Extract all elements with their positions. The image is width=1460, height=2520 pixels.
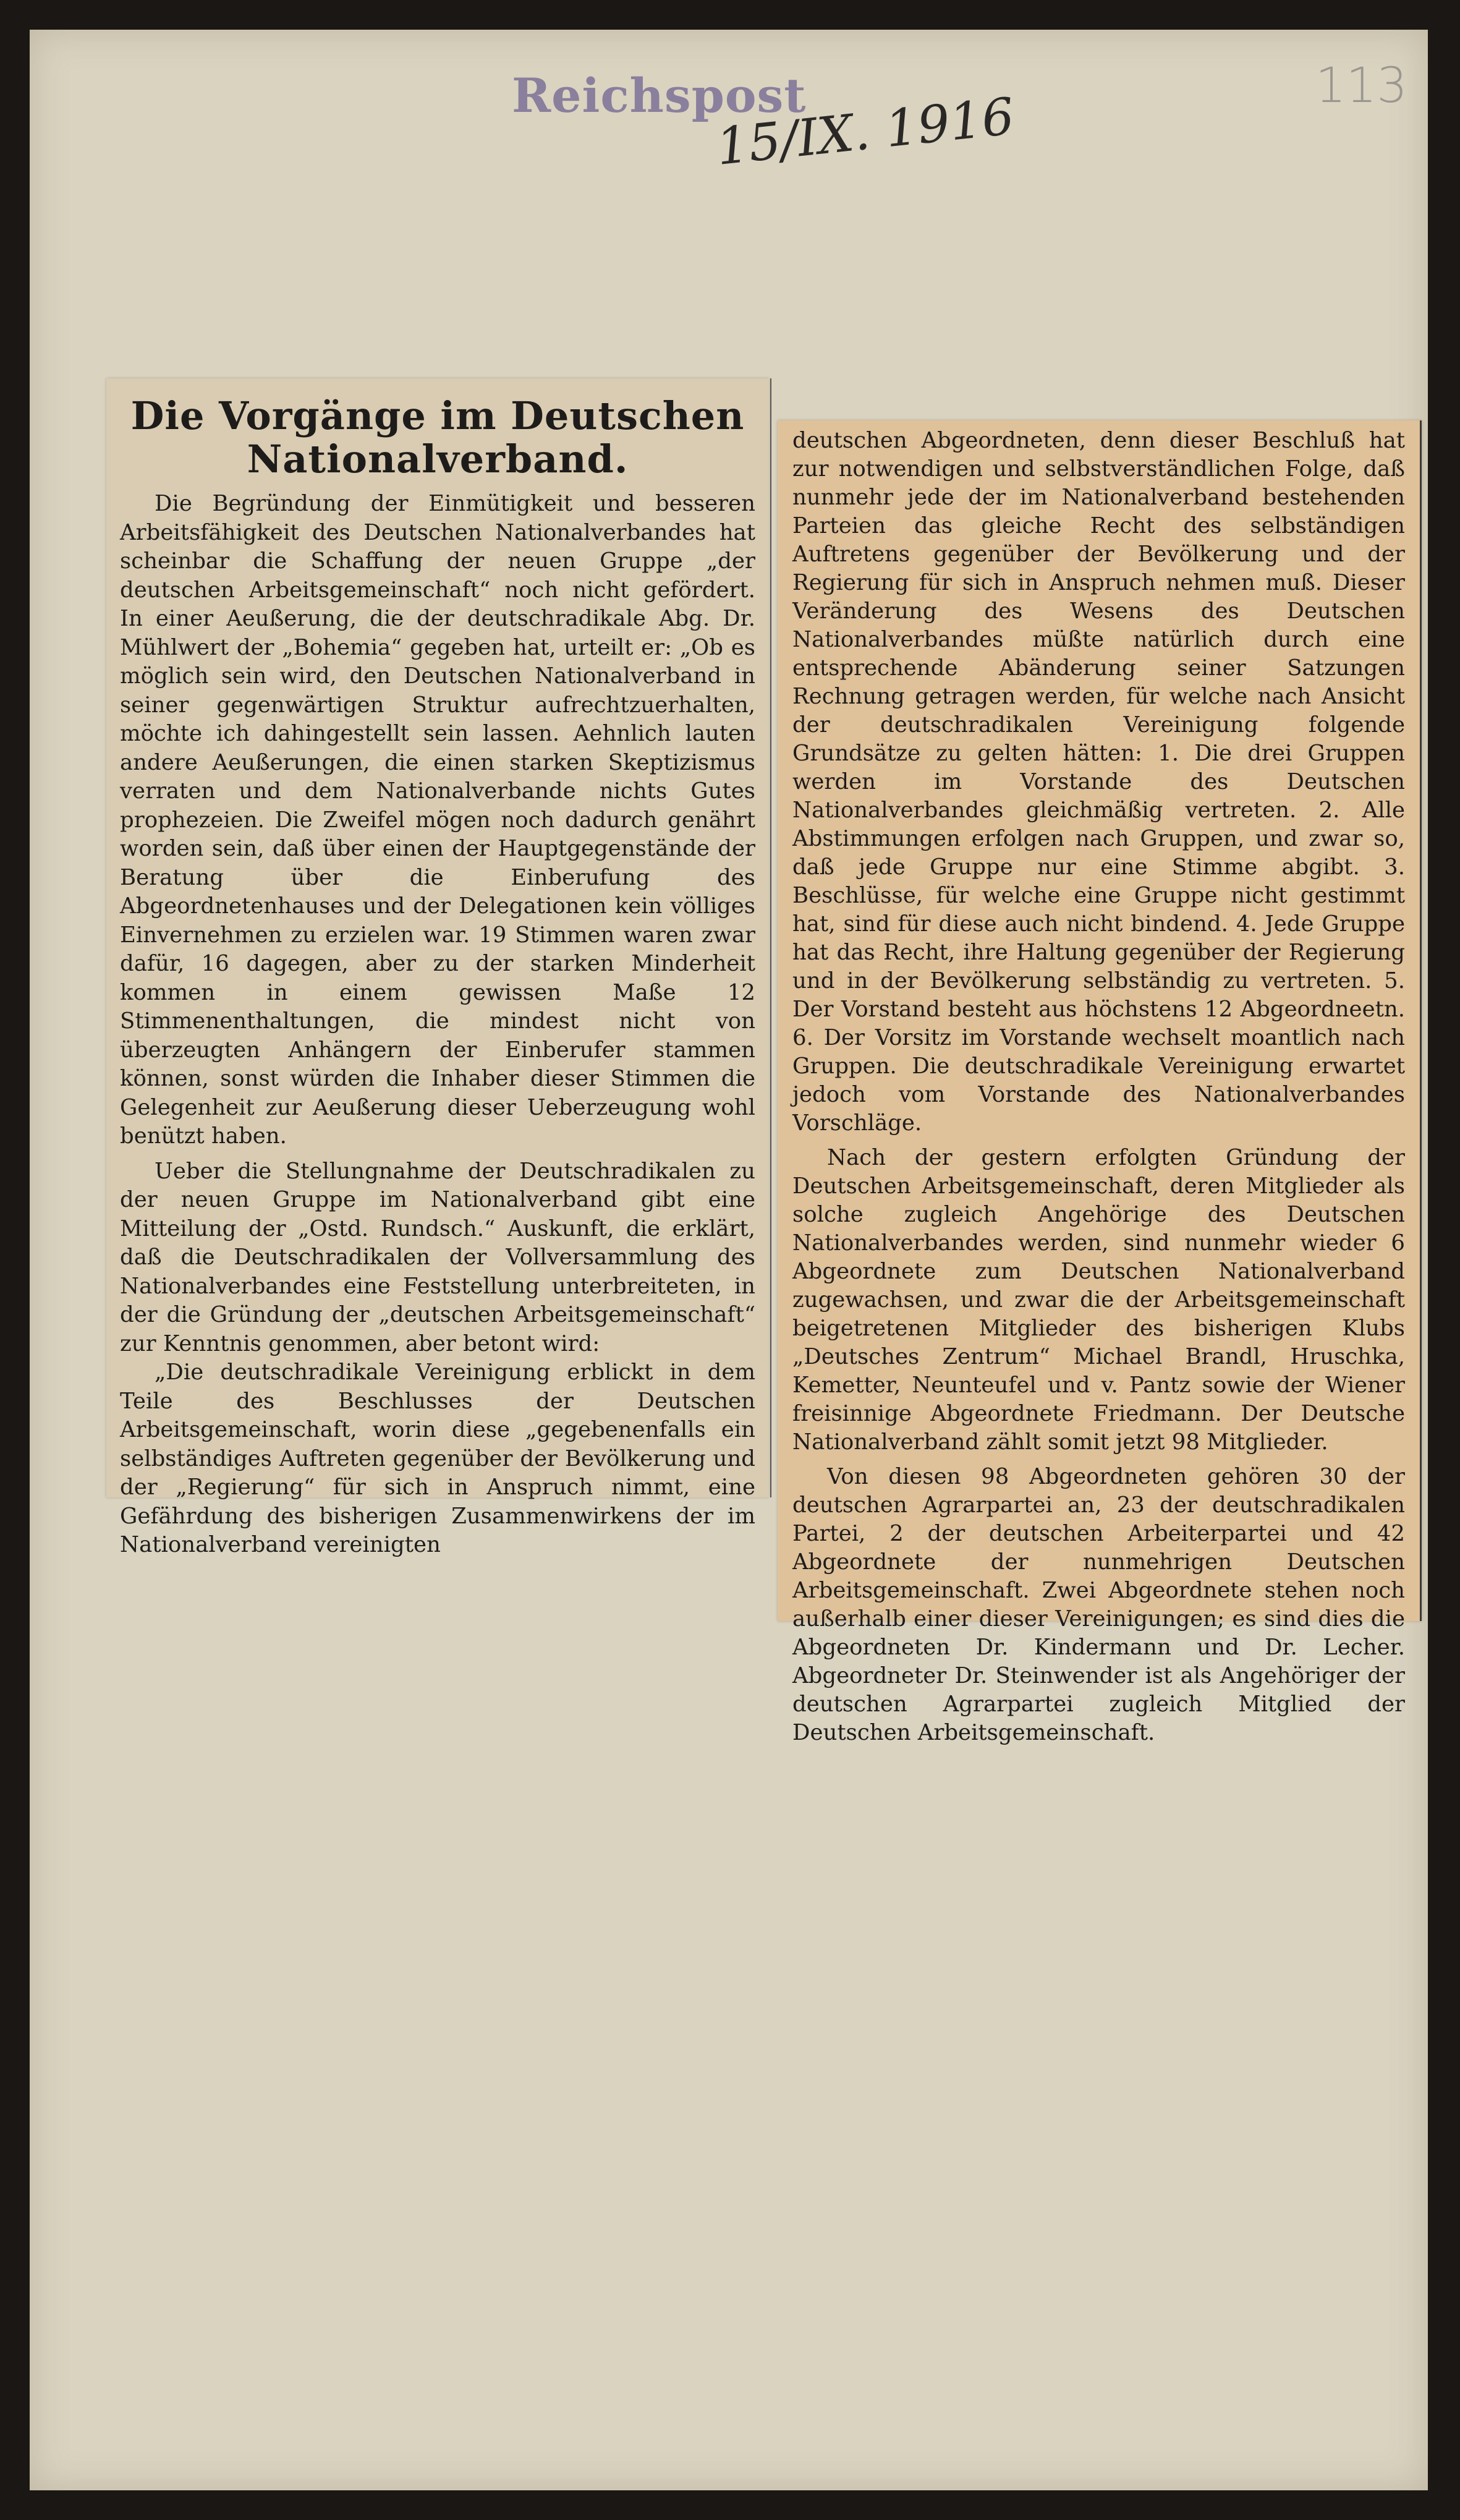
article-paragraph: Von diesen 98 Abgeordneten gehören 30 der deutschen Agrarpartei an, 23 der deutschradikalen Partei, 2 der deutschen Arbeiterpartei und 42 Abgeordnete der nunmehrigen Deutschen Arbeitsgemeinschaft. Zwei Abgeordnete stehen noch außerhalb einer dieser Vereinigungen; es sind dies die Abgeordneten Dr. Kindermann und Dr. Lecher. Abgeordneter Dr. Steinwender ist als Angehöriger der deutschen Agrarpartei zugleich Mitglied der Deutschen Arbeitsgemeinschaft. xyxy=(792,1464,1405,1745)
article-paragraph: Nach der gestern erfolgten Gründung der Deutschen Arbeitsgemeinschaft, deren Mitglieder als solche zugleich Angehörige des Deutschen Nationalverbandes werden, sind nunmehr wieder 6 Abgeordnete zum Deutschen Nationalverband zugewachsen, und zwar die der Arbeitsgemeinschaft beigetretenen Mitglieder des bisherigen Klubs „Deutsches Zentrum“ Michael Brandl, Hruschka, Kemetter, Neunteufel und v. Pantz sowie der Wiener freisinnige Abgeordnete Friedmann. Der Deutsche Nationalverband zählt somit jetzt 98 Mitglieder. xyxy=(792,1145,1405,1455)
article-paragraph: deutschen Abgeordneten, denn dieser Beschluß hat zur notwendigen und selbstverständlichen Folge, daß nunmehr jede der im Nationalverband bestehenden Parteien das gleiche Recht des selbständigen Auftretens gegenüber der Bevölkerung und der Regierung für sich in Anspruch nehmen muß. Dieser Veränderung des Wesens des Deutschen Nationalverbandes müßte natürlich durch eine entsprechende Abänderung seiner Satzungen Rechnung getragen werden, für welche nach Ansicht der deutschradikalen Vereinigung folgende Grundsätze zu gelten hätten: 1. Die drei Gruppen werden im Vorstande des Deutschen Nationalverbandes gleichmäßig vertreten. 2. Alle Abstimmungen erfolgen nach Gruppen, und zwar so, daß jede Gruppe nur eine Stimme abgibt. 3. Beschlüsse, für welche eine Gruppe nicht gestimmt hat, sind für diese auch nicht bindend. 4. Jede Gruppe hat das Recht, ihre Haltung gegenüber der Regierung und in der Bevölkerung selbständig zu vertreten. 5. Der Vorstand besteht aus höchstens 12 Abgeordneetn. 6. Der Vorsitz im Vorstande wechselt moantlich nach Gruppen. Die deutschradikale Vereinigung erwartet jedoch vom Vorstande des Nationalverbandes Vorschläge. xyxy=(792,428,1405,1136)
clipping-left-column xyxy=(106,378,769,1557)
handwritten-date: 15/IX. 1916 xyxy=(713,87,1017,177)
newspaper-stamp: Reichspost xyxy=(512,68,807,123)
article-paragraph: „Die deutschradikale Vereinigung erblickt in dem Teile des Beschlusses der Deutschen Arbeitsgemeinschaft, worin diese „gegebenenfalls ein selbständiges Auftreten gegenüber der Bevölkerung und der „Regierung“ für sich in Anspruch nimmt, eine Gefährdung des bisherigen Zusammenwirkens der im Nationalverband vereinigten xyxy=(120,1360,755,1557)
article-paragraph: Ueber die Stellungnahme der Deutschradikalen zu der neuen Gruppe im Nationalverband gibt eine Mitteilung der „Ostd. Rundsch.“ Auskunft, die erklärt, daß die Deutschradikalen der Vollversammlung des Nationalverbandes eine Feststellung unterbreiteten, in der die Gründung der „deutschen Arbeitsgemeinschaft“ zur Kenntnis genommen, aber betont wird: xyxy=(120,1158,755,1356)
article-headline: Die Vorgänge im Deutschen Nationalverband. xyxy=(130,393,745,482)
column-divider xyxy=(770,378,771,1497)
clipping-right-column xyxy=(778,420,1422,1745)
folio-number: 113 xyxy=(1315,58,1407,114)
article-paragraph: Die Begründung der Einmütigkeit und besseren Arbeitsfähigkeit des Deutschen Nationalverbandes hat scheinbar die Schaffung der neuen Gruppe „der deutschen Arbeitsgemeinschaft“ noch nicht gefördert. In einer Aeußerung, die der deutschradikale Abg. Dr. Mühlwert der „Bohemia“ gegeben hat, urteilt er: „Ob es möglich sein wird, den Deutschen Nationalverband in seiner gegenwärtigen Struktur aufrechtzuerhalten, möchte ich dahingestellt sein lassen. Aehnlich lauten andere Aeußerungen, die einen starken Skeptizismus verraten und dem Nationalverbande nichts Gutes prophezeien. Die Zweifel mögen noch dadurch genährt worden sein, daß über einen der Hauptgegenstände der Beratung über die Einberufung des Abgeordnetenhauses und der Delegationen kein völliges Einvernehmen zu erzielen war. 19 Stimmen waren zwar dafür, 16 dagegen, aber zu der starken Minderheit kommen in einem gewissen Maße 12 Stimmenenthaltungen, die mindest nicht von überzeugten Anhängern der Einberufer stammen können, sonst würden die Inhaber dieser Stimmen die Gelegenheit zur Aeußerung dieser Ueberzeugung wohl benützt haben. xyxy=(120,491,755,1149)
